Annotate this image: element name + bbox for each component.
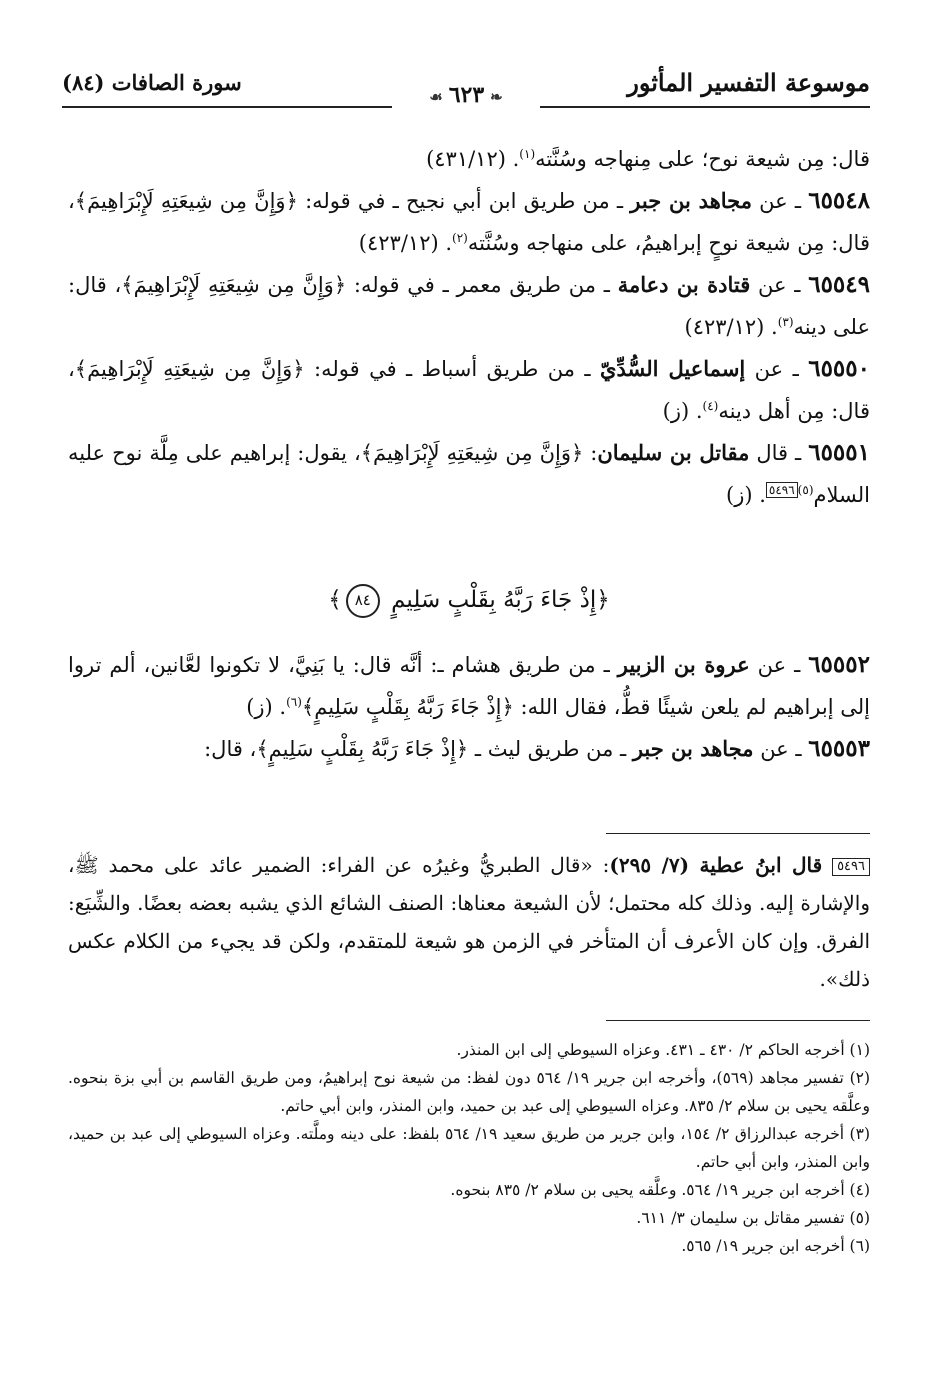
- commentary-text: : «قال الطبريُّ وغيرُه عن الفراء: الضمير عائد على محمد ﷺ، والإشارة إليه. وذلك كله محتمل؛ لأن الشيعة معناها: الصنف الشائع الذي يشبه بعضه بعضًا. والشِّيَع: الفرق. وإن كان الأعرف أن المتأخر في الزمن هو شيعة للمتقدم، ولكن قد يجيء من الكلام عكس ذلك».: [68, 853, 870, 991]
- footnotes: [68, 1036, 870, 1260]
- narration-text: ـ من طريق ليث ـ ﴿إِذْ جَاءَ رَبَّهُ بِقَلْبٍ سَلِيمٍ﴾، قال:: [204, 737, 633, 761]
- narration-number: ٦٥٥٥١: [808, 439, 870, 466]
- commentary-separator: [606, 833, 870, 834]
- ornament-left-icon: ❧: [490, 88, 503, 106]
- footnote-item: (٣) أخرجه عبدالرزاق ٢/ ١٥٤، وابن جرير من طريق سعيد ١٩/ ٥٦٤ بلفظ: على دينه وملَّته. وعزاه السيوطي إلى عبد بن حميد، وابن المنذر، وابن أبي حاتم.: [68, 1125, 870, 1171]
- surah-label: سورة الصافات (٨٤): [62, 70, 242, 95]
- footnote-ref: (٢): [452, 231, 468, 245]
- narration-text: ـ من طريق هشام ـ: أنَّه قال: يا بَنِيَّ، لا تكونوا لعَّانين، ألم تروا إلى إبراهيم لم يلعن شيئًا قطُّ، فقال الله: ﴿إِذْ جَاءَ رَبَّهُ بِقَلْبٍ سَلِيمٍ﴾: [68, 653, 870, 719]
- narration-paragraph: [68, 728, 870, 770]
- paragraph-tail: . (٤٣١/١٢): [426, 147, 520, 171]
- narration-number: ٦٥٥٤٩: [808, 271, 870, 298]
- narration-paragraph: [68, 348, 870, 432]
- ayah-number-badge: ٨٤: [346, 584, 380, 618]
- narration-lead: ـ عن: [753, 737, 809, 761]
- main-text-top: [68, 138, 870, 516]
- narration-paragraph: [68, 432, 870, 516]
- ornament-right-icon: ☙: [429, 88, 443, 106]
- narration-paragraph: [68, 180, 870, 264]
- footnote-ref: (٥): [797, 483, 814, 497]
- footnote-ref: (١): [519, 147, 536, 161]
- paragraph-tail: . (٤٢٣/١٢): [358, 231, 453, 255]
- narrator-name: إسماعيل السُّدِّيّ: [600, 356, 746, 381]
- narration-text: ـ من طريق أسباط ـ في قوله: ﴿وَإِنَّ مِن شِيعَتِهِ لَإِبْرَاهِيمَ﴾، قال: مِن أهل دينه: [68, 357, 870, 423]
- paragraph-text: قال: مِن شيعة نوح؛ على مِنهاجه وسُنَّته: [535, 147, 870, 171]
- book-title: موسوعة التفسير المأثور: [627, 68, 870, 97]
- narration-text: ـ من طريق معمر ـ في قوله: ﴿وَإِنَّ مِن شِيعَتِهِ لَإِبْرَاهِيمَ﴾، قال: على دينه: [68, 273, 870, 339]
- footnote-item: (٢) تفسير مجاهد (٥٦٩)، وأخرجه ابن جرير ١٩/ ٥٦٤ دون لفظ: من شيعة نوح إبراهيمُ، ومن طريق القاسم بن أبي بزة بنحوه. وعلَّقه يحيى بن سلام ٢/ ٨٣٥. وعزاه السيوطي إلى عبد بن حميد، وابن المنذر، وابن أبي حاتم.: [68, 1069, 871, 1115]
- commentary-ref-box[interactable]: ٥٤٩٦: [766, 482, 798, 498]
- narrator-name: قتادة بن دعامة: [617, 272, 751, 297]
- footnote-ref: (٤): [702, 399, 719, 413]
- paragraph-tail: . (ز): [246, 695, 287, 719]
- page-header: [62, 60, 870, 110]
- commentary-author: قال ابنُ عطية (٧/ ٢٩٥): [609, 853, 823, 877]
- narration-paragraph: [68, 644, 870, 728]
- footnote-item: (٤) أخرجه ابن جرير ١٩/ ٥٦٤. وعلَّقه يحيى بن سلام ٢/ ٨٣٥ بنحوه.: [450, 1181, 870, 1199]
- narration-lead: ـ قال: [749, 441, 809, 465]
- quran-ayah-heading: [68, 580, 870, 620]
- page-number: ٦٢٣: [448, 82, 485, 108]
- narration-paragraph: [68, 264, 870, 348]
- narrator-name: مجاهد بن جبر: [632, 736, 754, 761]
- commentary-note: [68, 846, 870, 998]
- footnote-item: (٥) تفسير مقاتل بن سليمان ٣/ ٦١١.: [636, 1209, 870, 1227]
- main-text-bottom: [68, 644, 870, 770]
- page-number-line: [423, 82, 508, 108]
- narration-number: ٦٥٥٥٢: [808, 651, 870, 678]
- paragraph-tail: . (ز): [662, 399, 703, 423]
- narration-number: ٦٥٥٥٣: [808, 735, 870, 762]
- narration-text: ـ من طريق ابن أبي نجيح ـ في قوله: ﴿وَإِنَّ مِن شِيعَتِهِ لَإِبْرَاهِيمَ﴾، قال: مِن شيعة نوحٍ إبراهيمُ، على منهاجه وسُنَّته: [68, 189, 870, 255]
- footnote-ref: (٦): [286, 695, 302, 709]
- header-rule-right: [540, 106, 870, 108]
- commentary-tag: ٥٤٩٦: [832, 858, 870, 876]
- footnotes-separator: [606, 1020, 870, 1021]
- narration-lead: ـ عن: [751, 189, 809, 213]
- narrator-name: مجاهد بن جبر: [630, 188, 752, 213]
- narrator-name: عروة بن الزبير: [617, 652, 750, 677]
- narration-lead: ـ عن: [749, 653, 809, 677]
- narration-lead: ـ عن: [745, 357, 809, 381]
- footnote-ref: (٣): [777, 315, 794, 329]
- paragraph-tail: . (ز): [726, 483, 766, 507]
- header-rule-left: [62, 106, 392, 108]
- paragraph-tail: . (٤٢٣/١٢): [684, 315, 778, 339]
- ayah-text: ﴿إِذْ جَاءَ رَبَّهُ بِقَلْبٍ سَلِيمٍ: [391, 587, 610, 613]
- ayah-close-bracket: ﴾: [328, 587, 342, 613]
- paragraph-continuation: [68, 138, 870, 180]
- narration-text: : ﴿وَإِنَّ مِن شِيعَتِهِ لَإِبْرَاهِيمَ﴾، يقول: إبراهيم على مِلَّة نوح عليه السلام: [68, 441, 870, 507]
- narrator-name: مقاتل بن سليمان: [597, 440, 750, 465]
- footnote-item: (٦) أخرجه ابن جرير ١٩/ ٥٦٥.: [681, 1237, 870, 1255]
- footnote-item: (١) أخرجه الحاكم ٢/ ٤٣٠ ـ ٤٣١. وعزاه السيوطي إلى ابن المنذر.: [456, 1041, 870, 1059]
- narration-number: ٦٥٥٥٠: [808, 355, 870, 382]
- narration-lead: ـ عن: [750, 273, 809, 297]
- narration-number: ٦٥٥٤٨: [808, 187, 870, 214]
